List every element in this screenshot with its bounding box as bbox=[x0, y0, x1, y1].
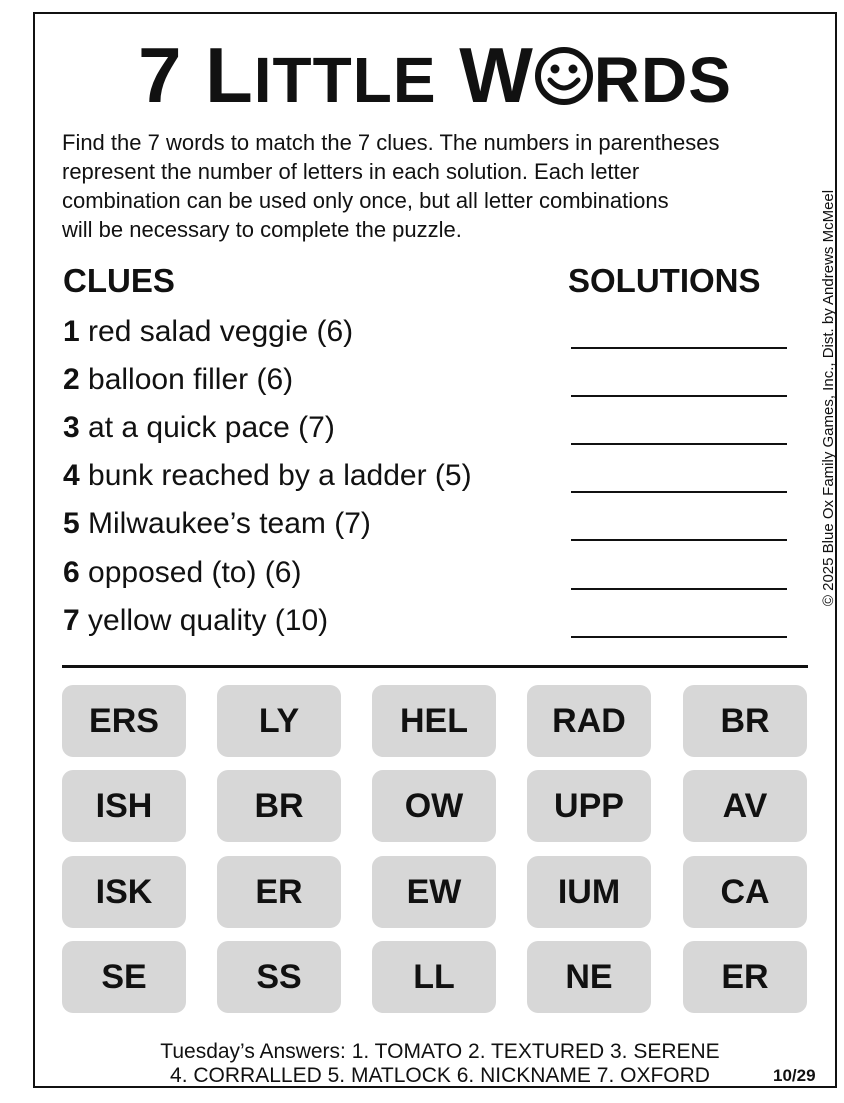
solution-line-1[interactable] bbox=[571, 347, 787, 349]
letter-tile[interactable]: HEL bbox=[372, 685, 496, 757]
letter-tile[interactable]: BR bbox=[683, 685, 807, 757]
letter-tile[interactable]: LL bbox=[372, 941, 496, 1013]
letter-tile[interactable]: OW bbox=[372, 770, 496, 842]
letter-tile[interactable]: SE bbox=[62, 941, 186, 1013]
solutions-header: SOLUTIONS bbox=[568, 262, 761, 299]
letter-tile[interactable]: ER bbox=[683, 941, 807, 1013]
letter-tile[interactable]: LY bbox=[217, 685, 341, 757]
letter-tile[interactable]: NE bbox=[527, 941, 651, 1013]
letter-tile[interactable]: AV bbox=[683, 770, 807, 842]
clue-1: 1 red salad veggie (6) bbox=[63, 315, 354, 348]
letter-tile[interactable]: EW bbox=[372, 856, 496, 928]
answers-line: Tuesday’s Answers: 1. TOMATO 2. TEXTURED 3. SERENE bbox=[160, 1040, 720, 1063]
solution-line-3[interactable] bbox=[571, 443, 787, 445]
instruction-line: combination can be used only once, but all letter combinations bbox=[62, 188, 669, 213]
solution-line-4[interactable] bbox=[571, 491, 787, 493]
solution-line-2[interactable] bbox=[571, 395, 787, 397]
clue-2: 2 balloon filler (6) bbox=[63, 363, 294, 396]
clue-7: 7 yellow quality (10) bbox=[63, 604, 329, 637]
instruction-line: represent the number of letters in each solution. Each letter bbox=[62, 159, 640, 184]
instruction-line: will be necessary to complete the puzzle. bbox=[62, 217, 462, 242]
clue-5: 5 Milwaukee’s team (7) bbox=[63, 507, 371, 540]
copyright-notice: © 2025 Blue Ox Family Games, Inc., Dist. by Andrews McMeel bbox=[820, 189, 837, 607]
smiley-icon bbox=[534, 46, 594, 106]
letter-tile[interactable]: RAD bbox=[527, 685, 651, 757]
date-label: 10/29 bbox=[773, 1066, 816, 1085]
clue-3: 3 at a quick pace (7) bbox=[63, 411, 335, 444]
solution-line-5[interactable] bbox=[571, 539, 787, 541]
letter-tile[interactable]: ISH bbox=[62, 770, 186, 842]
clues-header: CLUES bbox=[63, 262, 175, 299]
letter-tile[interactable]: ISK bbox=[62, 856, 186, 928]
letter-tile[interactable]: SS bbox=[217, 941, 341, 1013]
letter-tile[interactable]: CA bbox=[683, 856, 807, 928]
letter-tile[interactable]: IUM bbox=[527, 856, 651, 928]
instructions bbox=[62, 128, 810, 244]
letter-tile[interactable]: BR bbox=[217, 770, 341, 842]
clue-6: 6 opposed (to) (6) bbox=[63, 556, 302, 589]
clue-4: 4 bunk reached by a ladder (5) bbox=[63, 459, 472, 492]
solution-line-7[interactable] bbox=[571, 636, 787, 638]
letter-tile[interactable]: UPP bbox=[527, 770, 651, 842]
letter-tile[interactable]: ERS bbox=[62, 685, 186, 757]
instruction-line: Find the 7 words to match the 7 clues. The numbers in parentheses bbox=[62, 130, 720, 155]
solution-line-6[interactable] bbox=[571, 588, 787, 590]
divider bbox=[62, 665, 808, 668]
previous-answers bbox=[100, 1040, 780, 1088]
letter-tile[interactable]: ER bbox=[217, 856, 341, 928]
answers-line: 4. CORRALLED 5. MATLOCK 6. NICKNAME 7. OXFORD bbox=[170, 1064, 710, 1087]
puzzle-title: 7 LITTLE W RDS bbox=[138, 31, 732, 119]
